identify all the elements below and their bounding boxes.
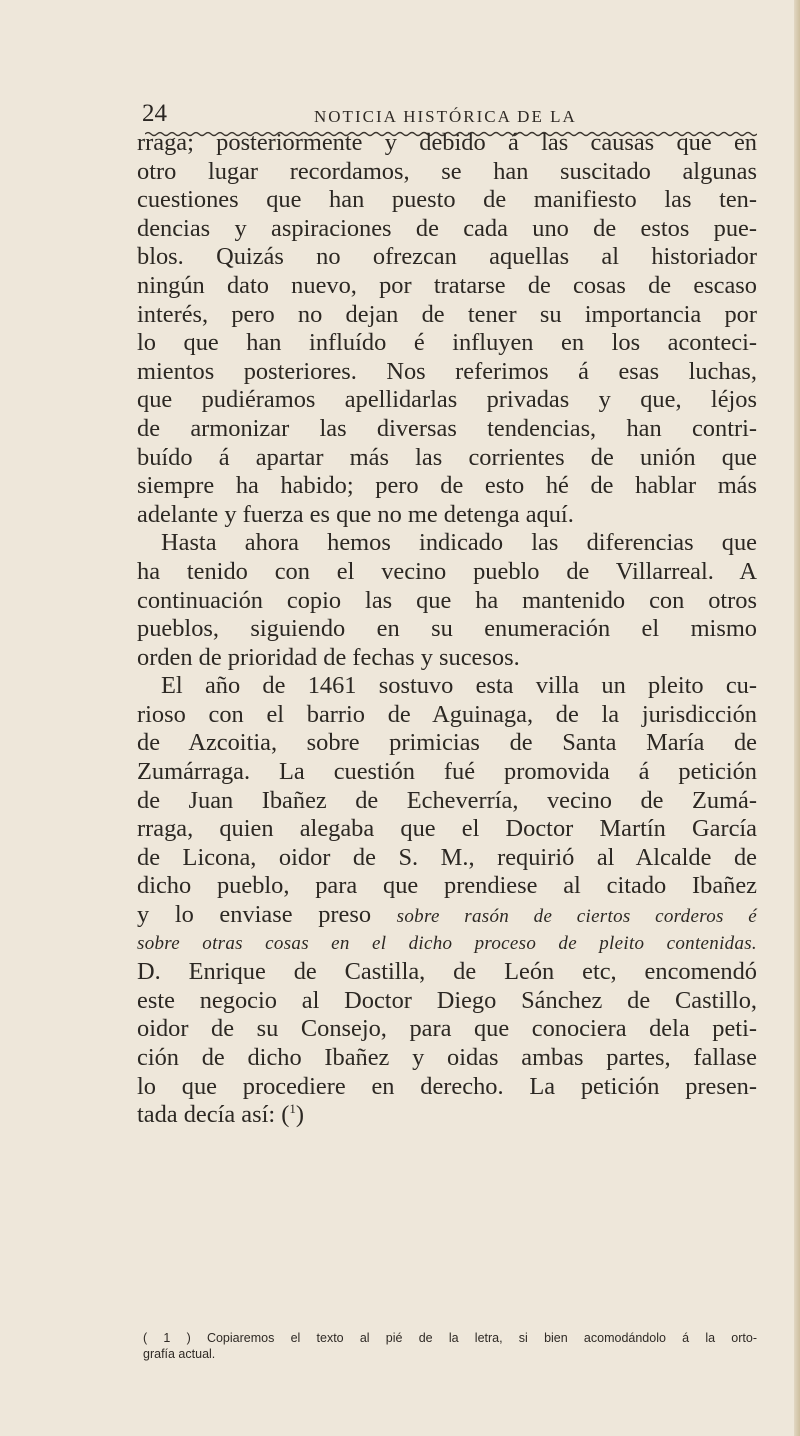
text-line: que pudiéramos apellidarlas privadas y que, léjos	[137, 386, 757, 414]
text-line: buído á apartar más las corrientes de unión que	[137, 443, 757, 471]
text-line: dencias y aspiraciones de cada uno de estos pue-	[137, 214, 757, 242]
footnote-line: grafía actual.	[143, 1347, 216, 1361]
text-line: orden de prioridad de fechas y sucesos.	[137, 643, 520, 671]
running-head: NOTICIA HISTÓRICA DE LA	[314, 107, 577, 126]
text-line: Zumárraga. La cuestión fué promovida á petición	[137, 758, 757, 786]
text-line: rioso con el barrio de Aguinaga, de la jurisdicción	[137, 700, 757, 728]
text-line: de Azcoitia, sobre primicias de Santa María de	[137, 729, 757, 757]
text-line: lo que procediere en derecho. La petición presen-	[137, 1072, 757, 1100]
text-line: cuestiones que han puesto de manifiesto las ten-	[137, 186, 757, 214]
text-line: ha tenido con el vecino pueblo de Villarreal. A	[137, 557, 757, 585]
footnote	[143, 1330, 757, 1362]
text-line: rraga; posteriormente y debido á las causas que en	[137, 129, 757, 156]
text-line: D. Enrique de Castilla, de León etc, encomendó	[137, 958, 757, 986]
text-line: interés, pero no dejan de tener su importancia por	[137, 300, 757, 328]
footnote-line: ( 1 ) Copiaremos el texto al pié de la letra, si bien acomodándolo á la orto-	[143, 1331, 757, 1345]
text-segment: y lo enviase preso	[137, 901, 372, 929]
text-line: El año de 1461 sostuvo esta villa un pleito cu-	[161, 672, 757, 700]
text-line-with-note	[137, 1101, 757, 1130]
page-edge-shadow	[794, 0, 800, 1436]
text-line: este negocio al Doctor Diego Sánchez de Castillo,	[137, 986, 757, 1014]
text-line: rraga, quien alegaba que el Doctor Martín García	[137, 815, 757, 843]
text-line: lo que han influído é influyen en los aconteci-	[137, 329, 757, 357]
text-segment: )	[295, 1101, 304, 1129]
text-line: ción de dicho Ibañez y oidas ambas partes, fallase	[137, 1044, 757, 1071]
text-line: de armonizar las diversas tendencias, han contri-	[137, 414, 757, 442]
text-line: pueblos, siguiendo en su enumeración el mismo	[137, 615, 757, 643]
text-line: mientos posteriores. Nos referimos á esas luchas,	[137, 357, 757, 385]
text-line: dicho pueblo, para que prendiese al citado Ibañez	[137, 872, 757, 900]
footnote-mark: 1	[289, 1101, 296, 1117]
body-text	[137, 129, 757, 1130]
italic-quote-line: sobre otras cosas en el dicho proceso de pleito contenidas.	[137, 932, 757, 954]
text-line: blos. Quizás no ofrezcan aquellas al historiador	[137, 243, 757, 271]
text-line: adelante y fuerza es que no me detenga aquí.	[137, 500, 574, 528]
text-line: ningún dato nuevo, por tratarse de cosas de escaso	[137, 271, 757, 299]
text-line: otro lugar recordamos, se han suscitado algunas	[137, 157, 757, 185]
text-line: de Juan Ibañez de Echeverría, vecino de Zumá-	[137, 786, 757, 814]
text-line: Hasta ahora hemos indicado las diferencias que	[161, 529, 757, 557]
text-line: oidor de su Consejo, para que conociera dela peti-	[137, 1015, 757, 1043]
text-segment: tada decía así: (	[137, 1101, 290, 1129]
page-number: 24	[142, 100, 167, 127]
text-line-mixed	[137, 901, 757, 930]
italic-quote: sobre rasón de ciertos corderos é	[396, 906, 757, 928]
text-line: continuación copio las que ha mantenido con otros	[137, 586, 757, 614]
text-line: de Licona, oidor de S. M., requirió al Alcalde de	[137, 843, 757, 871]
text-line: siempre ha habido; pero de esto hé de hablar más	[137, 472, 757, 500]
